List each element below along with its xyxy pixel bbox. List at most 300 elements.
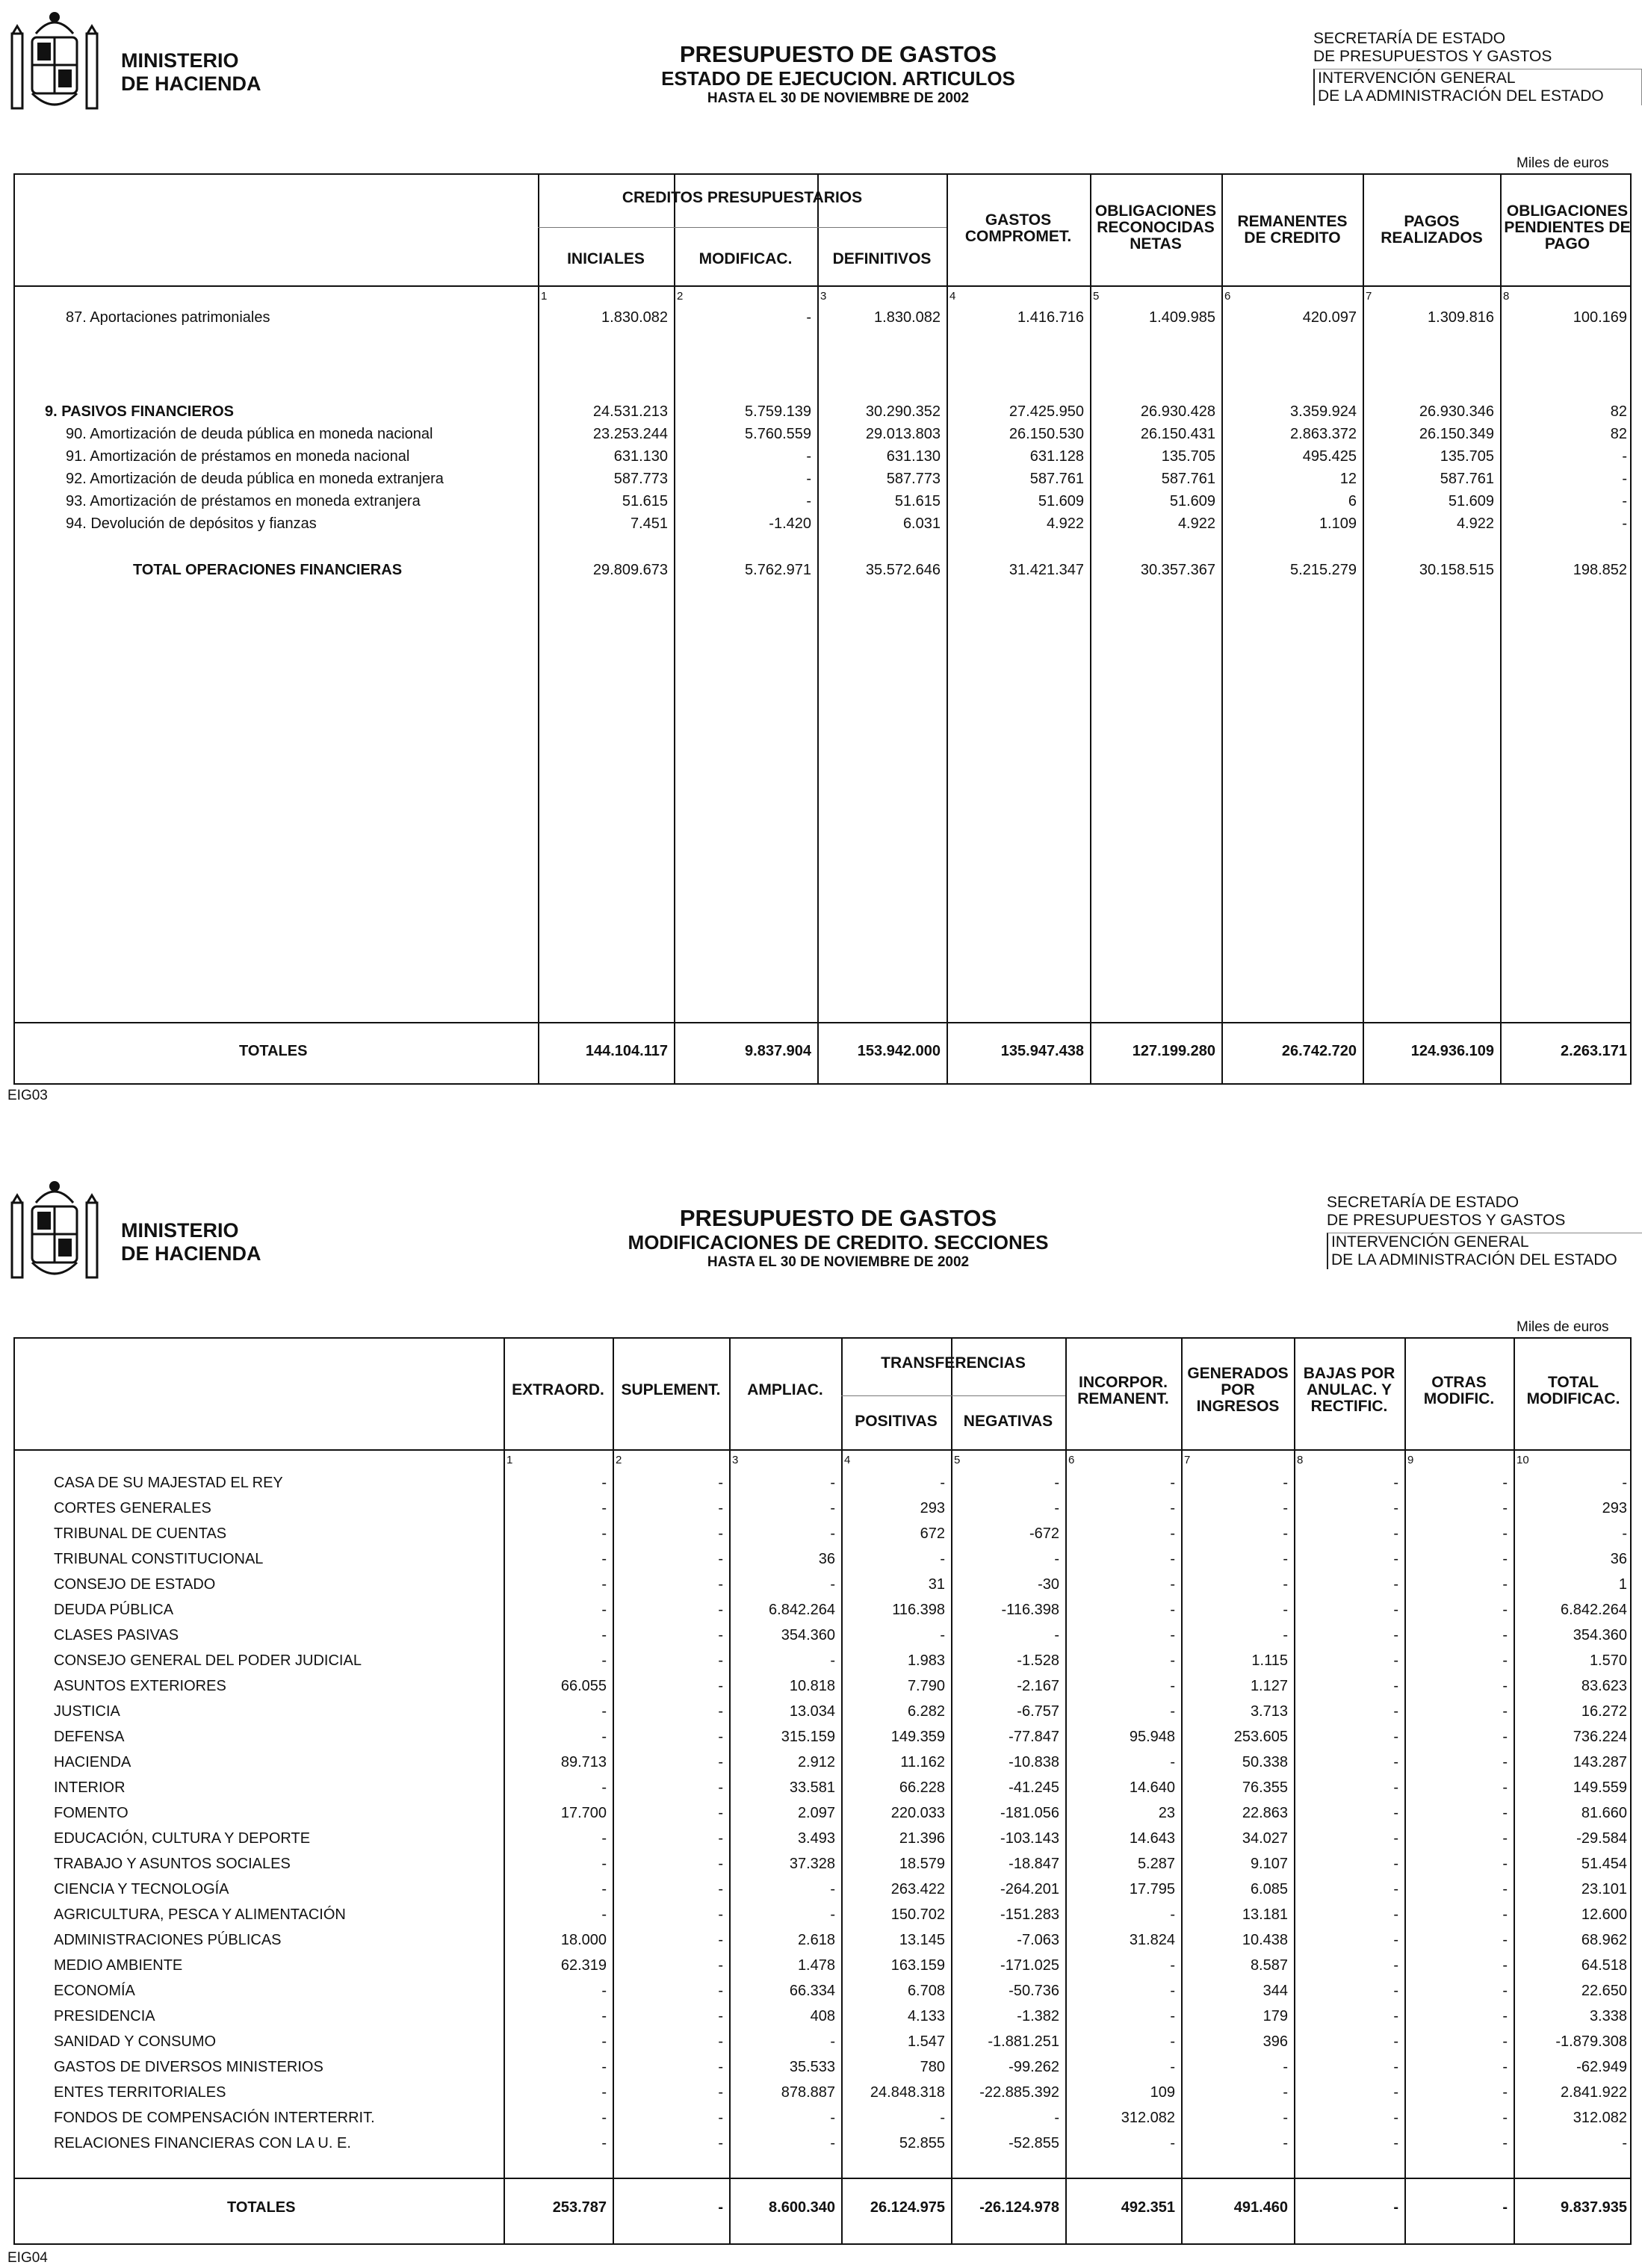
cell-value: - [1622,471,1627,487]
cell-value: 30.158.515 [1419,562,1494,578]
cell-value: - [718,1602,723,1618]
header-transferencias: TRANSFERENCIAS [881,1354,1026,1372]
cell-value: - [718,2084,723,2101]
cell-value: 344 [1263,1983,1288,1999]
cell-value: - [1170,1983,1175,1999]
total-value: 492.351 [1121,2199,1175,2216]
cell-value: - [1170,1500,1175,1516]
cell-value: 35.533 [789,2059,835,2075]
cell-value: 736.224 [1573,1729,1627,1745]
cell-value: 21.396 [899,1830,945,1847]
header-bajas: BAJAS POR ANULAC. Y RECTIFIC. [1303,1365,1395,1415]
cell-value: 420.097 [1302,309,1357,326]
cell-value: 27.425.950 [1009,403,1084,420]
row-label: TOTAL OPERACIONES FINANCIERAS [133,562,403,578]
cell-value: 9.107 [1250,1856,1288,1872]
cell-value: - [830,1906,835,1923]
cell-value: - [718,1932,723,1948]
cell-value: - [601,1500,607,1516]
header-total-modificac: TOTAL MODIFICAC. [1526,1374,1620,1407]
cell-value: 354.360 [781,1627,835,1643]
cell-value: 51.454 [1581,1856,1627,1872]
cell-value: 13.145 [899,1932,945,1948]
cell-value: 3.493 [797,1830,835,1847]
column-number: 2 [616,1454,622,1466]
cell-value: - [1393,2110,1398,2126]
row-label: 93. Amortización de préstamos en moneda extranjera [66,493,421,509]
cell-value: - [1054,1627,1059,1643]
cell-value: - [1170,1906,1175,1923]
totals-label: TOTALES [227,2199,296,2216]
cell-value: -103.143 [1000,1830,1059,1847]
cell-value: - [1393,1729,1398,1745]
cell-value: 100.169 [1573,309,1627,326]
cell-value: - [718,1881,723,1897]
cell-value: 5.760.559 [745,426,811,442]
cell-value: - [806,493,811,509]
cell-value: -171.025 [1000,1957,1059,1974]
cell-value: - [806,471,811,487]
cell-value: - [718,2033,723,2050]
row-label: FOMENTO [54,1805,128,1821]
row-label: 90. Amortización de deuda pública en moneda nacional [66,426,433,442]
row-label: ASUNTOS EXTERIORES [54,1678,226,1694]
page1-title-block [502,42,1174,108]
cell-value: - [601,1551,607,1567]
cell-value: - [1393,1525,1398,1542]
cell-value: 51.609 [1448,493,1494,509]
cell-value: - [1393,1906,1398,1923]
column-number: 8 [1297,1454,1304,1466]
cell-value: 1.830.082 [874,309,941,326]
column-number: 5 [954,1454,961,1466]
cell-value: 26.150.431 [1140,426,1215,442]
cell-value: 31 [928,1576,945,1593]
cell-value: - [601,1475,607,1491]
cell-value: 587.761 [1029,471,1084,487]
cell-value: -30 [1038,1576,1059,1593]
intervencion-line-1: INTERVENCIÓN GENERAL [1318,69,1516,87]
cell-value: - [1170,1551,1175,1567]
row-label: ECONOMÍA [54,1983,135,1999]
cell-value: 143.287 [1573,1754,1627,1770]
cell-value: - [601,2059,607,2075]
row-label: HACIENDA [54,1754,131,1770]
cell-value: 50.338 [1242,1754,1288,1770]
cell-value: - [601,1779,607,1796]
cell-value: - [1054,1475,1059,1491]
cell-value: - [1502,1525,1508,1542]
page2-title-block [502,1206,1174,1271]
cell-value: - [718,1983,723,1999]
cell-value: - [601,1602,607,1618]
cell-value: - [830,2135,835,2151]
execution-table [13,173,1632,1085]
total-value: 9.837.904 [745,1043,811,1059]
cell-value: - [718,1475,723,1491]
report-date: HASTA EL 30 DE NOVIEMBRE DE 2002 [707,90,970,106]
cell-value: -99.262 [1009,2059,1059,2075]
cell-value: - [1283,1500,1288,1516]
cell-value: - [718,1805,723,1821]
column-number: 2 [677,290,684,303]
cell-value: 82 [1610,403,1627,420]
cell-value: 6.842.264 [769,1602,835,1618]
cell-value: -50.736 [1009,1983,1059,1999]
cell-value: - [1393,1805,1398,1821]
cell-value: 3.338 [1589,2008,1627,2024]
cell-value: - [1502,2008,1508,2024]
cell-value: 587.773 [613,471,668,487]
cell-value: 1.830.082 [601,309,668,326]
cell-value: - [1502,1830,1508,1847]
cell-value: 220.033 [890,1805,945,1821]
cell-value: 23 [1158,1805,1175,1821]
cell-value: 5.762.971 [745,562,811,578]
cell-value: -1.382 [1017,2008,1059,2024]
cell-value: - [601,1881,607,1897]
cell-value: - [1393,1475,1398,1491]
cell-value: 1.127 [1250,1678,1288,1694]
ministry-line-1: MINISTERIO [121,1219,239,1242]
row-label: 92. Amortización de deuda pública en moneda extranjera [66,471,444,487]
cell-value: 587.773 [886,471,941,487]
column-number: 4 [844,1454,851,1466]
cell-value: 3.713 [1250,1703,1288,1720]
cell-value: - [1283,1551,1288,1567]
cell-value: - [1622,2135,1627,2151]
secretaria-line-2: DE PRESUPUESTOS Y GASTOS [1327,1212,1566,1229]
secretaria-line-1: SECRETARÍA DE ESTADO [1327,1194,1519,1211]
cell-value: 26.150.349 [1419,426,1494,442]
cell-value: -62.949 [1576,2059,1627,2075]
cell-value: 293 [1602,1500,1627,1516]
cell-value: - [1502,1602,1508,1618]
cell-value: - [830,1881,835,1897]
cell-value: - [601,1652,607,1669]
cell-value: - [718,1551,723,1567]
cell-value: 24.848.318 [870,2084,945,2101]
cell-value: 95.948 [1129,1729,1175,1745]
cell-value: - [1393,1932,1398,1948]
cell-value: - [718,1500,723,1516]
cell-value: - [1622,1525,1627,1542]
modifications-table [13,1337,1632,2245]
cell-value: -10.838 [1009,1754,1059,1770]
column-number: 7 [1184,1454,1191,1466]
cell-value: - [718,1703,723,1720]
total-value: - [718,2199,723,2216]
cell-value: 89.713 [560,1754,607,1770]
cell-value: - [718,1729,723,1745]
cell-value: - [718,2110,723,2126]
column-number: 9 [1407,1454,1414,1466]
total-value: 26.742.720 [1281,1043,1357,1059]
cell-value: 6.085 [1250,1881,1288,1897]
cell-value: - [1502,1983,1508,1999]
row-label: TRIBUNAL DE CUENTAS [54,1525,227,1542]
cell-value: - [601,2135,607,2151]
cell-value: - [1502,2033,1508,2050]
header-positivas: POSITIVAS [855,1413,938,1430]
cell-value: - [601,1830,607,1847]
cell-value: - [1170,1754,1175,1770]
cell-value: - [1170,1957,1175,1974]
total-value: 124.936.109 [1410,1043,1494,1059]
row-label: FONDOS DE COMPENSACIÓN INTERTERRIT. [54,2110,375,2126]
cell-value: - [1502,1805,1508,1821]
cell-value: 1.115 [1251,1652,1288,1669]
units-label: Miles de euros [1516,155,1609,171]
row-label: CLASES PASIVAS [54,1627,179,1643]
cell-value: - [1502,1551,1508,1567]
ministry-line-2: DE HACIENDA [121,1242,261,1265]
cell-value: - [1502,1500,1508,1516]
cell-value: 163.159 [890,1957,945,1974]
cell-value: - [1393,1627,1398,1643]
cell-value: - [718,1525,723,1542]
cell-value: 26.930.346 [1419,403,1494,420]
totals-label: TOTALES [239,1043,308,1059]
cell-value: 1 [1618,1576,1627,1593]
cell-value: 22.650 [1581,1983,1627,1999]
ministry-line-1: MINISTERIO [121,49,239,72]
cell-value: 1.416.716 [1017,309,1084,326]
cell-value: - [718,2059,723,2075]
column-number: 5 [1093,290,1100,303]
row-label: GASTOS DE DIVERSOS MINISTERIOS [54,2059,323,2075]
ministry-name [121,49,261,96]
cell-value: - [806,309,811,326]
cell-value: 1.983 [907,1652,945,1669]
cell-value: 7.790 [907,1678,945,1694]
cell-value: - [1170,1703,1175,1720]
cell-value: 4.922 [1177,515,1215,532]
cell-value: - [1170,2033,1175,2050]
cell-value: - [1170,1602,1175,1618]
cell-value: 52.855 [899,2135,945,2151]
cell-value: 17.700 [560,1805,607,1821]
cell-value: - [718,1856,723,1872]
row-label: 9. PASIVOS FINANCIEROS [45,403,235,420]
total-value: 127.199.280 [1132,1043,1215,1059]
cell-value: 23.101 [1581,1881,1627,1897]
cell-value: - [1502,2084,1508,2101]
cell-value: - [1393,2059,1398,2075]
cell-value: 51.609 [1038,493,1084,509]
coat-of-arms-icon [6,1173,103,1289]
ministry-line-2: DE HACIENDA [121,72,261,95]
total-value: 2.263.171 [1561,1043,1627,1059]
cell-value: - [1502,1856,1508,1872]
cell-value: 1.109 [1319,515,1357,532]
cell-value: 312.082 [1121,2110,1175,2126]
cell-value: 2.863.372 [1290,426,1357,442]
row-label: ENTES TERRITORIALES [54,2084,226,2101]
row-label: AGRICULTURA, PESCA Y ALIMENTACIÓN [54,1906,346,1923]
cell-value: - [718,1779,723,1796]
cell-value: - [1283,1475,1288,1491]
cell-value: -52.855 [1009,2135,1059,2151]
total-value: 26.124.975 [870,2199,945,2216]
row-label: EDUCACIÓN, CULTURA Y DEPORTE [54,1830,311,1847]
cell-value: - [601,1856,607,1872]
cell-value: 6.708 [907,1983,945,1999]
cell-value: - [1502,1957,1508,1974]
cell-value: -18.847 [1009,1856,1059,1872]
cell-value: 14.640 [1129,1779,1175,1796]
cell-value: 631.130 [886,448,941,465]
cell-value: 354.360 [1573,1627,1627,1643]
cell-value: - [718,2008,723,2024]
cell-value: 13.181 [1242,1906,1288,1923]
row-label: SANIDAD Y CONSUMO [54,2033,217,2050]
cell-value: 16.272 [1581,1703,1627,1720]
total-value: 135.947.438 [1000,1043,1084,1059]
cell-value: - [1502,1678,1508,1694]
cell-value: - [601,1525,607,1542]
cell-value: - [1393,1500,1398,1516]
cell-value: -22.885.392 [979,2084,1059,2101]
cell-value: 26.930.428 [1140,403,1215,420]
cell-value: - [1170,1652,1175,1669]
cell-value: 2.097 [797,1805,835,1821]
cell-value: 31.824 [1129,1932,1175,1948]
cell-value: 12 [1339,471,1357,487]
cell-value: -2.167 [1017,1678,1059,1694]
units-label: Miles de euros [1516,1319,1609,1335]
cell-value: - [718,1906,723,1923]
cell-value: 66.334 [789,1983,835,1999]
cell-value: - [1170,1678,1175,1694]
cell-value: - [1283,1627,1288,1643]
cell-value: - [601,2110,607,2126]
cell-value: - [1393,1551,1398,1567]
cell-value: 36 [1610,1551,1627,1567]
header-generados: GENERADOS POR INGRESOS [1187,1365,1289,1415]
cell-value: -29.584 [1576,1830,1627,1847]
total-value: 491.460 [1233,2199,1288,2216]
report-date: HASTA EL 30 DE NOVIEMBRE DE 2002 [707,1254,970,1270]
row-label: INTERIOR [54,1779,126,1796]
cell-value: 82 [1610,426,1627,442]
row-label: PRESIDENCIA [54,2008,155,2024]
cell-value: 37.328 [789,1856,835,1872]
total-value: 9.837.935 [1561,2199,1627,2216]
cell-value: 149.559 [1573,1779,1627,1796]
cell-value: 263.422 [890,1881,945,1897]
cell-value: - [1283,2135,1288,2151]
cell-value: - [718,2135,723,2151]
header-extraord: EXTRAORD. [512,1381,604,1398]
cell-value: 878.887 [781,2084,835,2101]
cell-value: 2.912 [797,1754,835,1770]
header-creditos: CREDITOS PRESUPUESTARIOS [622,189,863,206]
cell-value: - [718,1627,723,1643]
secretaria-block [1327,1194,1642,1269]
cell-value: 83.623 [1581,1678,1627,1694]
header-modificac: MODIFICAC. [698,250,793,267]
cell-value: -264.201 [1000,1881,1059,1897]
cell-value: 495.425 [1302,448,1357,465]
intervencion-line-1: INTERVENCIÓN GENERAL [1331,1233,1529,1251]
cell-value: - [1393,2135,1398,2151]
cell-value: 6 [1348,493,1357,509]
cell-value: 81.660 [1581,1805,1627,1821]
cell-value: - [1393,2033,1398,2050]
cell-value: - [601,1729,607,1745]
cell-value: - [1393,1652,1398,1669]
header-definitivos: DEFINITIVOS [832,250,932,267]
cell-value: 587.761 [1161,471,1215,487]
column-number: 3 [732,1454,739,1466]
cell-value: - [1170,2008,1175,2024]
row-label: 94. Devolución de depósitos y fianzas [66,515,317,532]
header-remanentes: REMANENTES DE CREDITO [1237,213,1348,247]
cell-value: 116.398 [892,1602,945,1618]
cell-value: 312.082 [1573,2110,1627,2126]
cell-value: - [601,2033,607,2050]
cell-value: - [1502,1729,1508,1745]
row-label: CORTES GENERALES [54,1500,211,1516]
cell-value: - [1622,493,1627,509]
cell-value: - [1393,1703,1398,1720]
cell-value: 30.290.352 [865,403,941,420]
header-pagos-realizados: PAGOS REALIZADOS [1381,213,1483,247]
total-value: -26.124.978 [979,2199,1059,2216]
cell-value: 51.615 [622,493,668,509]
cell-value: - [1393,1754,1398,1770]
cell-value: -7.063 [1017,1932,1059,1948]
cell-value: 33.581 [789,1779,835,1796]
cell-value: -1.528 [1017,1652,1059,1669]
cell-value: 12.600 [1581,1906,1627,1923]
cell-value: - [830,2110,835,2126]
cell-value: 6.031 [902,515,941,532]
cell-value: - [1502,1906,1508,1923]
cell-value: 135.705 [1161,448,1215,465]
page-code: EIG04 [7,2250,48,2266]
cell-value: - [1170,2135,1175,2151]
cell-value: - [830,1500,835,1516]
cell-value: - [1283,1525,1288,1542]
cell-value: - [601,1627,607,1643]
row-label: CASA DE SU MAJESTAD EL REY [54,1475,283,1491]
cell-value: - [1170,1627,1175,1643]
cell-value: 26.150.530 [1009,426,1084,442]
cell-value: - [1170,1525,1175,1542]
column-number: 4 [949,290,956,303]
intervencion-line-2: DE LA ADMINISTRACIÓN DEL ESTADO [1318,87,1604,105]
cell-value: - [1622,448,1627,465]
cell-value: 149.359 [890,1729,945,1745]
cell-value: 68.962 [1581,1932,1627,1948]
cell-value: - [830,1576,835,1593]
page-title: PRESUPUESTO DE GASTOS [679,1205,997,1231]
row-label: ADMINISTRACIONES PÚBLICAS [54,1932,282,1948]
cell-value: 1.478 [797,1957,835,1974]
cell-value: 3.359.924 [1290,403,1357,420]
cell-value: - [1502,1627,1508,1643]
cell-value: -1.881.251 [988,2033,1059,2050]
cell-value: 66.228 [899,1779,945,1796]
cell-value: 1.409.985 [1149,309,1215,326]
cell-value: 4.922 [1046,515,1084,532]
header-negativas: NEGATIVAS [963,1413,1053,1430]
cell-value: -6.757 [1017,1703,1059,1720]
cell-value: 1.570 [1589,1652,1627,1669]
row-label: TRIBUNAL CONSTITUCIONAL [54,1551,264,1567]
